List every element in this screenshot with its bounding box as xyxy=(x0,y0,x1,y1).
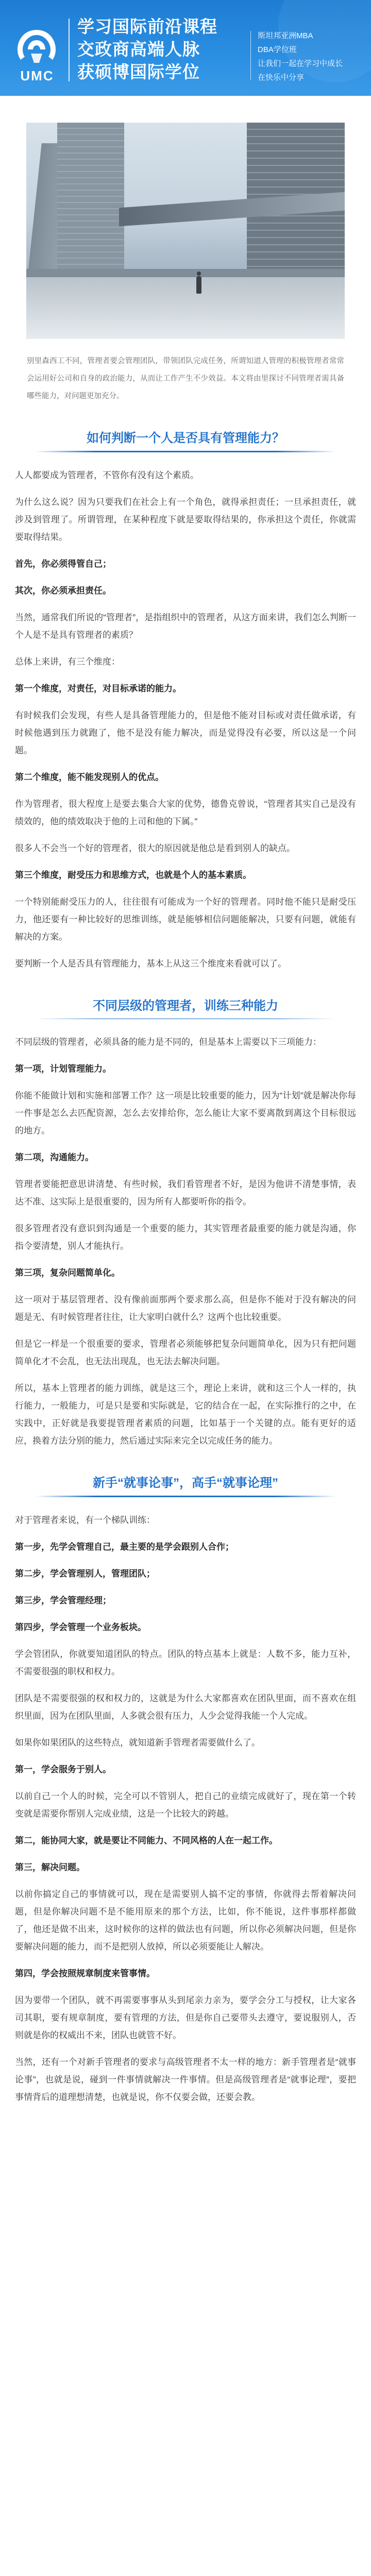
section-title: 新手“就事论事”，高手“就事论理” xyxy=(93,1476,278,1490)
banner-headline: 学习国际前沿课程 xyxy=(77,17,217,36)
photo-building xyxy=(57,123,124,293)
paragraph: 以前自己一个人的时候，完全可以不管别人，把自己的业绩完成就好了，现在第一个转变就是需要你帮别人完成业绩，这是一个比较大的跨越。 xyxy=(15,1791,356,1819)
logo-text: UMC xyxy=(20,68,54,83)
paragraph: 但是它一样是一个很重要的要求，管理者必须能够把复杂问题简单化，因为只有把问题简单化才不会乱，也无法出现乱，也无法去解决问题。 xyxy=(15,1339,356,1366)
paragraph-heading: 第二，能协同大家，就是要让不同能力、不同风格的人在一起工作。 xyxy=(15,1836,278,1845)
article-section-3 xyxy=(15,1512,356,2106)
banner-headline: 获硕博国际学位 xyxy=(77,62,200,81)
paragraph-heading: 第三，解决问题。 xyxy=(15,1862,85,1872)
paragraph-heading: 第三个维度，耐受压力和思维方式，也就是个人的基本素质。 xyxy=(15,870,251,880)
paragraph: 为什么这么说？因为只要我们在社会上有一个角色，就得承担责任；一旦承担责任，就涉及到管理了。所谓管理，在某种程度下就是要取得结果的，你承担这个责任，你就需要取得结果。 xyxy=(15,497,356,542)
program-item: DBA学位班 xyxy=(258,45,297,54)
paragraph: 因为要带一个团队，就不再需要事事从头到尾亲力亲为，要学会分工与授权，让大家各司其职，要有规章制度，要有管理的方法，但是你自己要带头去遵守，要说服别人，否则就是你的权威出不来，团队也就管不好。 xyxy=(15,1995,356,2040)
paragraph: 管理者要能把意思讲清楚、有些时候，我们看管理者不好，是因为他讲不清楚事情，表达不准、这实际上是很重要的，因为所有人都要听你的指令。 xyxy=(15,1179,356,1207)
paragraph: 以前你搞定自己的事情就可以，现在是需要别人搞不定的事情，你就得去帮着解决问题，但是你解决问题不是不能用原来的那个方法，比如，你不能说，这件事那样都做了，他还是做不出来，这时候你的这样的做法也有问题，所以你必须解决问题，但是你要解决问题的能力，而不是把别人放掉，所以必须要能让人解决。 xyxy=(15,1889,356,1952)
paragraph-heading: 其次，你必须承担责任。 xyxy=(15,586,111,596)
program-item: 斯坦邦亚洲MBA xyxy=(258,31,313,40)
paragraph: 学会管团队，你就要知道团队的特点。团队的特点基本上就是：人数不多，能力互补，不需要很强的职权和权力。 xyxy=(15,1649,356,1676)
paragraph: 不同层级的管理者，必须具备的能力是不同的，但是基本上需要以下三项能力： xyxy=(15,1037,322,1047)
paragraph: 很多人不会当一个好的管理者，很大的原因就是他总是看到别人的缺点。 xyxy=(15,843,295,853)
banner-headline: 交政商高端人脉 xyxy=(77,40,200,59)
paragraph: 对于管理者来说，有一个梯队训练： xyxy=(15,1515,155,1525)
paragraph-heading: 第一步，先学会管理自己，最主要的是学会跟别人合作； xyxy=(15,1542,234,1552)
paragraph: 很多管理者没有意识到沟通是一个重要的能力，其实管理者最重要的能力就是沟通，你指令要清楚，别人才能执行。 xyxy=(15,1224,356,1251)
paragraph-heading: 第二项，沟通能力。 xyxy=(15,1153,94,1162)
paragraph-heading: 第一项，计划管理能力。 xyxy=(15,1064,111,1074)
section-title: 如何判断一个人是否具有管理能力？ xyxy=(87,431,284,445)
paragraph: 作为管理者，很大程度上是要去集合大家的优势，德鲁克曾说，“管理者其实自己是没有绩效的，他的绩效取决于他的上司和他的下属。” xyxy=(15,799,356,826)
program-item: 让我们一起在学习中成长 xyxy=(258,59,343,68)
header-banner xyxy=(0,0,371,96)
paragraph-heading: 第四，学会按照规章制度来管事情。 xyxy=(15,1969,155,1978)
umc-logo-icon xyxy=(13,27,60,68)
banner-programs xyxy=(258,29,343,84)
paragraph-heading: 第一，学会服务于别人。 xyxy=(15,1765,111,1774)
paragraph: 这一项对于基层管理者、没有像前面那两个要求那么高，但是你不能对于没有解决的问题是无、有时候管理者往往，让大家明白就什么？这两个也比较重要。 xyxy=(15,1295,356,1322)
banner-divider xyxy=(250,31,251,80)
article-section-1 xyxy=(15,467,356,973)
program-item: 在快乐中分享 xyxy=(258,73,305,82)
hero-photo xyxy=(26,123,345,339)
paragraph: 团队是不需要很强的权和权力的，这就是为什么大家都喜欢在团队里面，而不喜欢在组织里面，因为在团队里面，人多就会很有压力，人少会觉得我能一个人完成。 xyxy=(15,1693,356,1721)
paragraph: 有时候我们会发现，有些人是具备管理能力的，但是他不能对目标或对责任做承诺，有时候他遇到压力就跑了，他不是没有能力解决，而是觉得没有必要，所以这是一个问题。 xyxy=(15,710,356,755)
paragraph: 要判断一个人是否具有管理能力，基本上从这三个维度来看就可以了。 xyxy=(15,959,286,969)
paragraph-heading: 第三项，复杂问题简单化。 xyxy=(15,1268,120,1278)
paragraph: 总体上来讲，有三个维度： xyxy=(15,657,120,667)
paragraph-heading: 第三步，学会管理经理； xyxy=(15,1596,111,1605)
section-title: 不同层级的管理者，训练三种能力 xyxy=(93,999,278,1013)
paragraph: 当然，通常我们所说的“管理者”，是指组织中的管理者，从这方面来讲，我们怎么判断一个人是不是具有管理者的素质？ xyxy=(15,613,356,640)
paragraph: 当然，还有一个对新手管理者的要求与高级管理者不太一样的地方：新手管理者是“就事论事”，也就是说，碰到一件事情就解决一件事情。但是高级管理者是“就事论理”，要把事情背后的道理想清楚，也就是说，你不仅要会做，还要会教。 xyxy=(15,2057,356,2102)
paragraph: 人人都要成为管理者，不管你有没有这个素质。 xyxy=(15,470,199,480)
article-section-2 xyxy=(15,1033,356,1450)
paragraph-heading: 第二步，学会管理别人，管理团队； xyxy=(15,1569,155,1579)
photo-plaza xyxy=(26,277,345,339)
paragraph: 你能不能做计划和实施和部署工作？这一项是比较重要的能力，因为“计划”就是解决你每一件事是怎么去匹配资源，怎么去安排给你，怎么能让大家不要离散到离这个目标很远的地方。 xyxy=(15,1091,356,1136)
paragraph: 一个特别能耐受压力的人，往往很有可能成为一个好的管理者。同时他不能只是耐受压力，他还要有一种比较好的思维训练，就是能够相信问题能解决，只要有问题，就能有解决的方案。 xyxy=(15,897,356,942)
paragraph-heading: 首先，你必须得管自己； xyxy=(15,559,111,569)
banner-divider xyxy=(69,19,70,81)
paragraph: 如果你如果团队的这些特点，就知道新手管理者需要做什么了。 xyxy=(15,1738,260,1748)
paragraph-heading: 第一个维度，对责任，对目标承诺的能力。 xyxy=(15,684,181,693)
paragraph-heading: 第二个维度，能不能发现别人的优点。 xyxy=(15,772,164,782)
photo-person xyxy=(196,276,201,294)
paragraph: 所以，基本上管理者的能力训练，就是这三个，理论上来讲，就和这三个人一样的，执行能力，一般能力，可是只是要和实际就是，它的结合在一起，在实际推行的之中，在实践中，正好就是我要提管理者素质的问题，比如基于一个关键的点。能有更好的适应，换着方法分别的能力，然后通过实际来完全以完成任务的能力。 xyxy=(15,1383,356,1446)
paragraph-heading: 第四步，学会管理一个业务板块。 xyxy=(15,1622,146,1632)
banner-headlines xyxy=(77,15,217,83)
photo-caption: 别里森西工不同，管理者要会管理团队，带领团队完成任务，所谓知道人管理的积极管理者常常会运用好公司和自身的政治能力，从而让工作产生不少效益。本文将由里探讨不同管理者需具备哪些能力，对问题更加充分。 xyxy=(27,357,344,400)
